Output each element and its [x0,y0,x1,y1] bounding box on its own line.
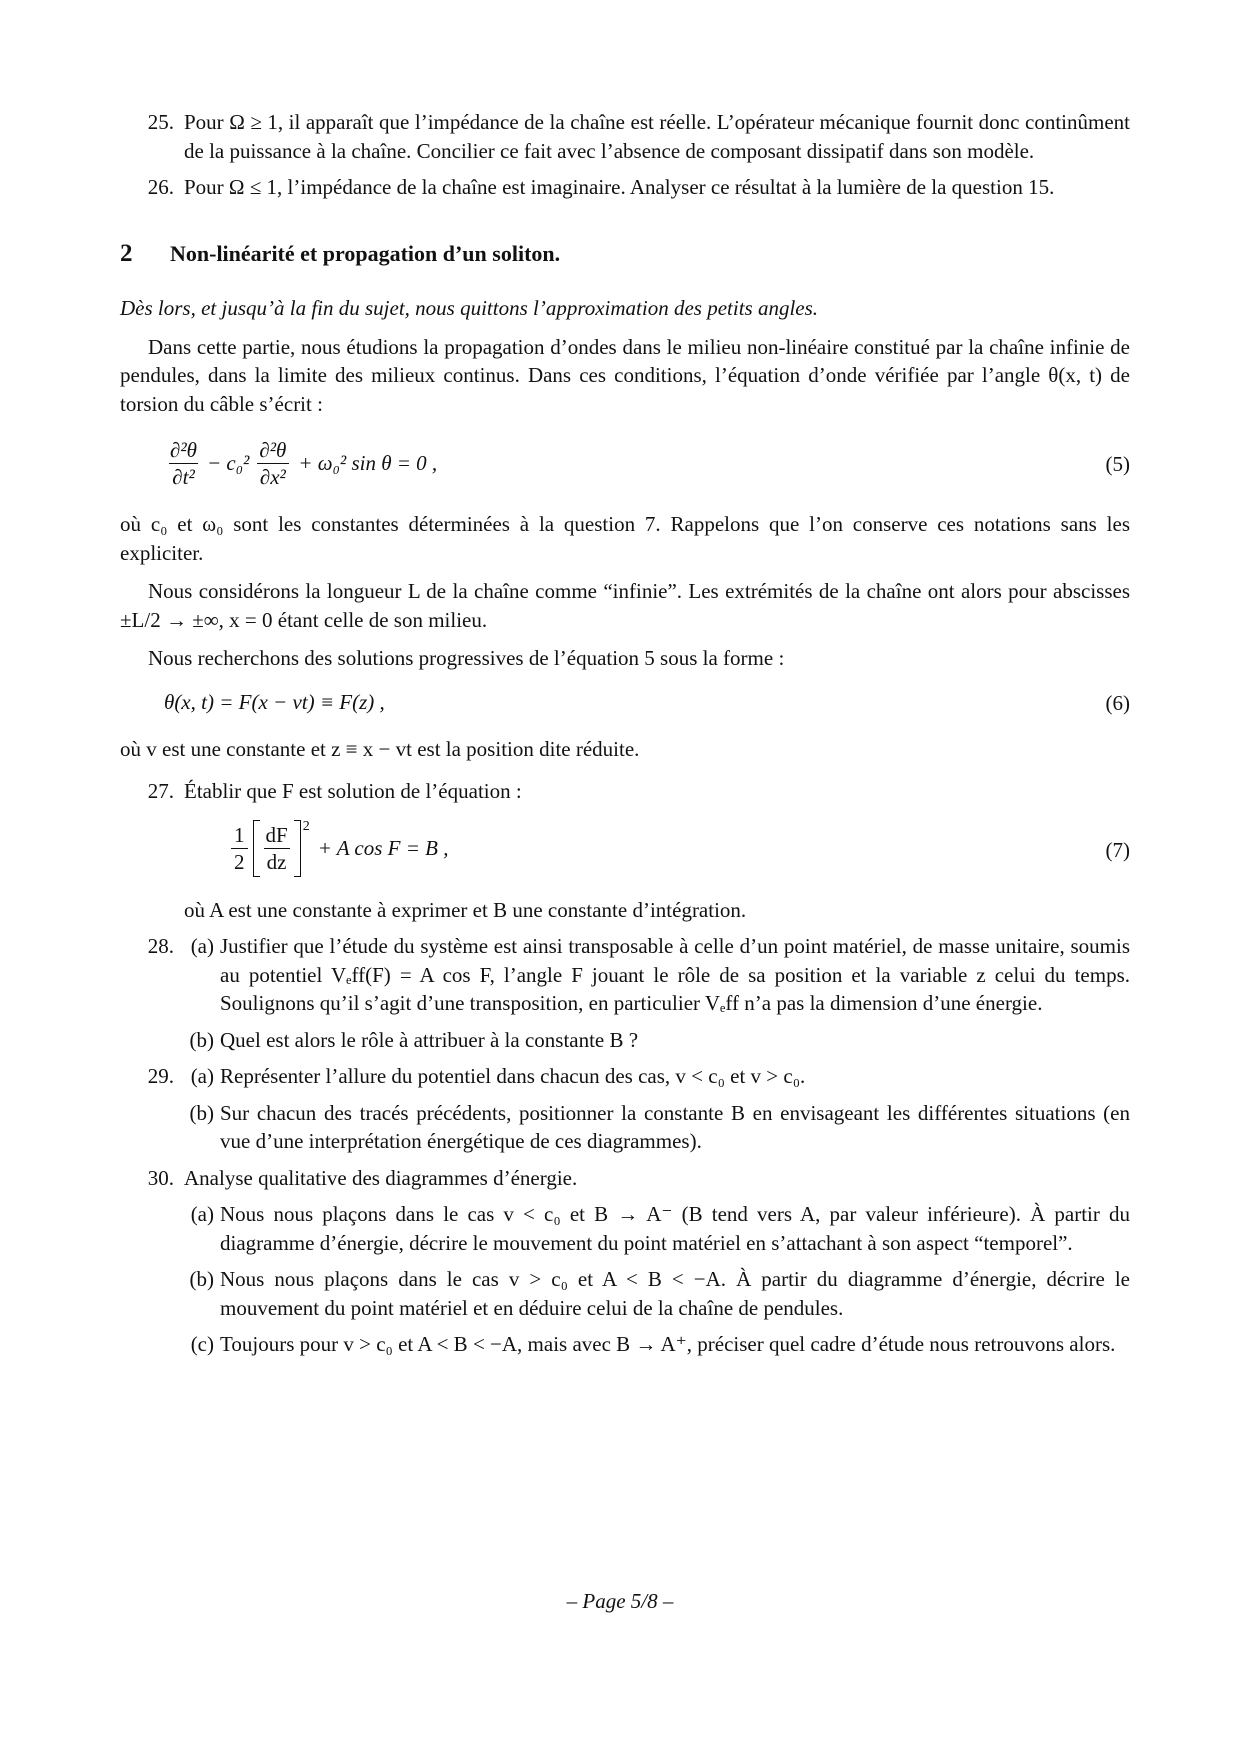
equation-tag: (7) [1105,837,1130,862]
section-title: Non-linéarité et propagation d’un soliton. [170,240,561,266]
equation-5: $\frac{\text{∂²θ}}{\text{∂t²}}$ − c₀² $\frac{\text{∂²θ}}{\text{∂x²}}$ + ω₀² sin θ = 0 , (5) [120,428,1130,498]
equation-7: $\frac{1}{2}$ $\frac{dF}{dz}$ $^2$ + A cos F = B , (7) [184,814,1130,884]
question-27: 27. Établir que F est solution de l’équation : [147,779,522,803]
question-30: 30. Analyse qualitative des diagrammes d’énergie. [147,1165,578,1190]
fraction: $\frac{\text{∂²θ}}{\text{∂x²}}$ [256,437,289,490]
paragraph-3: Nous considérons la longueur L de la chaîne comme “infinie”. Les extrémités de la chaîne ont alors pour abscisses ±L/2 → ±∞, x = 0 étant celle de son milieu. [120,579,1130,632]
question-text: Pour Ω ≥ 1, il apparaît que l’impédance de la chaîne est réelle. L’opérateur mécanique fournit donc continûment de la puissance à la chaîne. Concilier ce fait avec l’absence de composant dissipatif dans son modèle. [184,110,1130,163]
question-25 [120,108,1130,165]
section-number: 2 [120,239,133,267]
question-number: 26. [147,175,174,199]
intro-italic: Dès lors, et jusqu’à la fin du sujet, nous quittons l’approximation des petits angles. [120,296,819,320]
paragraph-4: Nous recherchons des solutions progressives de l’équation 5 sous la forme : [148,646,785,670]
question-30c: (c) Toujours pour v > c₀ et A < B < −A, mais avec B → A⁺, préciser quel cadre d’étude nous retrouvons alors. [190,1332,1116,1356]
page-number: – Page 5/8 – [566,1589,674,1613]
page-footer [0,1589,1240,1614]
question-number: 25. [147,110,174,134]
paragraph-5: où v est une constante et z ≡ x − vt est la position dite réduite. [120,736,640,761]
question-30b: (b) Nous nous plaçons dans le cas v > c₀ et A < B < −A. À partir du diagramme d’énergie, décrire le mouvement du point matériel et en déduire celui de la chaîne de pendules. [189,1267,1130,1320]
question-26 [120,173,1130,202]
fraction: $\frac{\text{∂²θ}}{\text{∂t²}}$ [170,437,197,489]
question-27-continued: où A est une constante à exprimer et B une constante d’intégration. [184,897,747,922]
question-text: Pour Ω ≤ 1, l’impédance de la chaîne est imaginaire. Analyser ce résultat à la lumière de la question 15. [184,175,1055,199]
section-heading [120,240,1130,269]
equation-tag: (6) [1105,690,1130,715]
paragraph-2: où c₀ et ω₀ sont les constantes déterminées à la question 7. Rappelons que l’on conserve ces notations sans les expliciter. [120,512,1130,565]
paragraph-1: Dans cette partie, nous étudions la propagation d’ondes dans le milieu non-linéaire constitué par la chaîne infinie de pendules, dans la limite des milieux continus. Dans ces conditions, l’équation d’onde vérifiée par l’angle θ(x, t) de torsion du câble s’écrit : [120,334,1130,416]
equation-tag: (5) [1105,452,1130,476]
question-29: 29. (a) Représenter l’allure du potentiel dans chacun des cas, v < c₀ et v > c₀. [147,1064,806,1088]
question-29b: (b) Sur chacun des tracés précédents, positionner la constante B en envisageant les différentes situations (en vue d’une interprétation énergétique de ces diagrammes). [189,1100,1130,1153]
bracket: $\frac{dF}{dz}$ [253,820,301,877]
page-content [120,108,1130,1367]
question-28b: (b) Quel est alors le rôle à attribuer à la constante B ? [189,1027,639,1052]
question-28: 28. (a) Justifier que l’étude du système est ainsi transposable à celle d’un point matériel, de masse unitaire, soumis au potentiel Vₑff(F) = A cos F, l’angle F jouant le rôle de sa position et la variable z celui du temps. Soulignons qu’il s’agit d’une transposition, en particulier Vₑff n’a pas la dimension d’une énergie. [147,934,1130,1015]
question-30a: (a) Nous nous plaçons dans le cas v < c₀ et B → A⁻ (B tend vers A, par valeur inférieure). À partir du diagramme d’énergie, décrire le mouvement du point matériel en s’attachant à son aspect “temporel”. [190,1202,1130,1255]
equation-6: θ(x, t) = F(x − vt) ≡ F(z) , (6) [120,683,1130,723]
